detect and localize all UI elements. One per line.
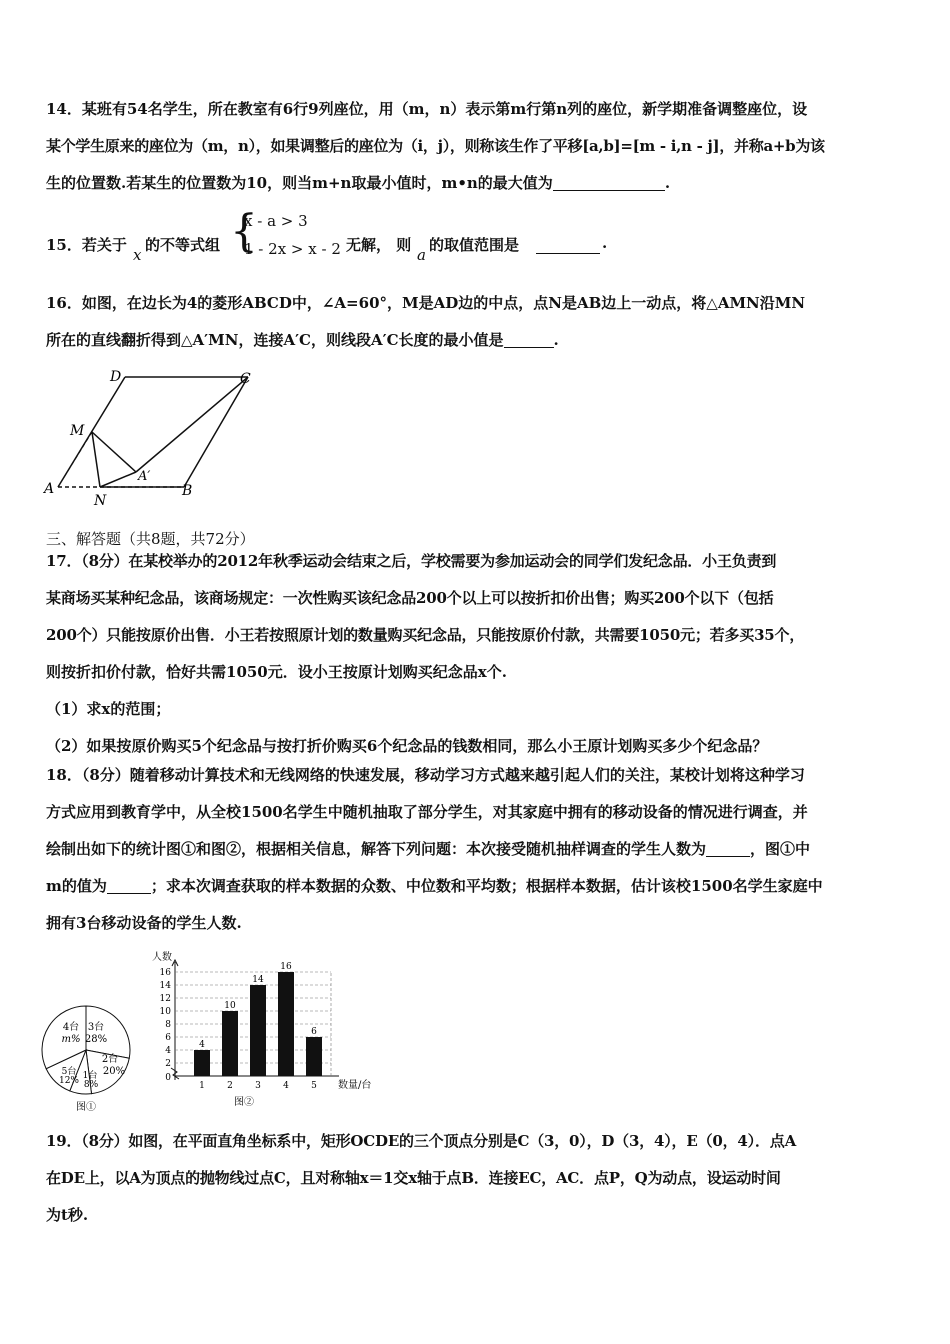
pie-label-5: 5台 (61, 1067, 77, 1077)
q15-middle: 的不等式组 (145, 236, 221, 254)
q18-line-4 (46, 868, 908, 905)
question-18 (46, 757, 908, 942)
question-19 (46, 1123, 908, 1234)
q16-line-2-text: 所在的直线翻折得到△A′MN，连接A′C，则线段A′C长度的最小值是 (46, 331, 504, 349)
y-tick-label: 8 (165, 1020, 171, 1030)
bar-value-label: 16 (280, 962, 292, 972)
q17-line-4: 则按折扣价付款，恰好共需1050元．设小王按原计划购买纪念品x个. (46, 663, 507, 681)
label-A: A (44, 481, 55, 497)
y-tick-label: 10 (159, 1007, 171, 1017)
answer-blank[interactable] (553, 172, 665, 191)
q15-end: . (602, 234, 608, 252)
bar-1 (194, 1050, 210, 1076)
bar-y-axis-label: 人数 (152, 952, 172, 963)
left-brace-icon: { (230, 206, 258, 257)
label-B: B (182, 483, 193, 499)
q14-line-1: 14．某班有54名学生，所在教室有6行9列座位，用（m，n）表示第m行第n列的座位，新学期准备调整座位，设 (46, 100, 808, 118)
x-tick-label: 1 (199, 1081, 205, 1091)
edge-A-prime-C (136, 377, 248, 472)
bar-x-axis-label: 数量/台 (338, 1080, 372, 1091)
q14-line-2: 某个学生原来的座位为（m，n），如果调整后的座位为（i，j），则称该生作了平移[a,b]=[m - i,n - j]，并称a+b为该 (46, 137, 825, 155)
q18-line-3 (46, 831, 908, 868)
pie-value-2: 20% (102, 1066, 126, 1077)
question-16 (46, 285, 908, 359)
y-tick-label: 16 (159, 968, 171, 978)
y-tick-label: 2 (165, 1059, 171, 1069)
label-A-prime: A′ (138, 469, 151, 484)
q15-ineq-1: x - a > 3 (244, 212, 308, 230)
q15-suffix-1: 无解， 则 (346, 236, 412, 254)
q19-line-1: 19．（8分）如图，在平面直角坐标系中，矩形OCDE的三个顶点分别是C（3，0），D（3，4），E（0，4）．点A (46, 1132, 797, 1150)
edge-CB (184, 377, 248, 487)
answer-blank[interactable] (107, 875, 151, 894)
q17-line-3: 200个）只能按原价出售．小王若按照原计划的数量购买纪念品，只能按原价付款，共需要1050元；若多买35个， (46, 626, 805, 644)
q17-sub-1: （1）求x的范围； (46, 700, 171, 718)
q18-line-2: 方式应用到教育学中，从全校1500名学生中随机抽取了部分学生，对其家庭中拥有的移动设备的情况进行调查，并 (46, 803, 808, 821)
bar-2 (222, 1011, 238, 1076)
edge-MA-prime (92, 432, 136, 472)
bar-5 (306, 1037, 322, 1076)
question-17 (46, 543, 908, 765)
bar-4 (278, 972, 294, 1076)
bar-value-label: 4 (199, 1040, 205, 1050)
q18-line-4b: ；求本次调查获取的样本数据的众数、中位数和平均数；根据样本数据，估计该校1500名学生家庭中 (150, 877, 823, 895)
edge-MN (92, 432, 100, 487)
edge-NA-prime (100, 472, 136, 487)
pie-value-5: 12% (58, 1076, 80, 1086)
pie-caption: 图① (76, 1102, 96, 1113)
answer-blank[interactable] (706, 838, 750, 857)
q16-line-2 (46, 322, 908, 359)
section-heading: 三、解答题（共8题，共72分） (46, 530, 255, 548)
pie-value-4: m% (61, 1034, 81, 1045)
q18-line-3b: ，图①中 (750, 840, 811, 858)
pie-value-3: 28% (84, 1034, 108, 1045)
bar-x-ticks (199, 1081, 317, 1091)
pie-value-1: 8% (83, 1080, 99, 1090)
q15-var-x: x (133, 246, 142, 264)
q15-prefix: 15．若关于 (46, 236, 127, 254)
q17-line-2: 某商场买某种纪念品，该商场规定：一次性购买该纪念品200个以上可以按折扣价出售；购买200个以下（包括 (46, 589, 774, 607)
x-tick-label: 3 (255, 1081, 261, 1091)
q17-line-1: 17．（8分）在某校举办的2012年秋季运动会结束之后，学校需要为参加运动会的同学们发纪念品．小王负责到 (46, 552, 777, 570)
bar-chart (150, 948, 390, 1113)
bar-value-label: 10 (224, 1001, 236, 1011)
q18-line-4a: m的值为 (46, 877, 107, 895)
q15-suffix-2: 的取值范围是 (429, 236, 520, 254)
label-N: N (94, 493, 107, 509)
q18-line-3-text: 绘制出如下的统计图①和图②，根据相关信息，解答下列问题：本次接受随机抽样调查的学生人数为 (46, 840, 707, 858)
pie-label-4: 4台 (62, 1022, 80, 1033)
y-tick-label: 14 (159, 981, 171, 991)
q15-var-a: a (417, 246, 426, 264)
label-C: C (240, 371, 251, 387)
y-tick-label: 6 (165, 1033, 171, 1043)
q14-end: . (664, 174, 671, 192)
bar-y-ticks (160, 968, 172, 1083)
x-tick-label: 4 (283, 1081, 289, 1091)
q14-line-3-text: 生的位置数.若某生的位置数为10，则当m+n取最小值时，m•n的最大值为 (46, 174, 553, 192)
q16-line-1: 16．如图，在边长为4的菱形ABCD中，∠A=60°，M是AD边的中点，点N是AB边上一动点，将△AMN沿MN (46, 294, 806, 312)
pie-label-3: 3台 (87, 1022, 105, 1033)
y-tick-label: 12 (159, 994, 171, 1004)
answer-blank[interactable] (504, 329, 554, 348)
q19-line-3: 为t秒. (46, 1206, 89, 1224)
x-tick-label: 5 (311, 1081, 317, 1091)
q14-line-3 (46, 165, 908, 202)
x-tick-label: 2 (227, 1081, 233, 1091)
bar-value-label: 14 (252, 975, 264, 985)
q17-sub-2: （2）如果按原价购买5个纪念品与按打折价购买6个纪念品的钱数相同，那么小王原计划购买多少个纪念品？ (46, 737, 768, 755)
answer-blank[interactable] (536, 235, 600, 254)
y-tick-label: 0 (165, 1073, 171, 1083)
bar-value-label: 6 (311, 1027, 317, 1037)
q19-line-2: 在DE上，以A为顶点的抛物线过点C，且对称轴x＝1交x轴于点B．连接EC，AC．点P，Q为动点，设运动时间 (46, 1169, 781, 1187)
rhombus-figure (40, 362, 270, 512)
bar-3 (250, 985, 266, 1076)
pie-chart (38, 998, 158, 1113)
q15-ineq-2: 1 - 2x > x - 2 (244, 240, 341, 258)
q18-line-1: 18．（8分）随着移动计算技术和无线网络的快速发展，移动学习方式越来越引起人们的关注，某校计划将这种学习 (46, 766, 805, 784)
q16-end: . (553, 331, 559, 349)
pie-label-2: 2台 (101, 1054, 119, 1065)
label-M: M (70, 423, 85, 439)
y-tick-label: 4 (165, 1046, 171, 1056)
q18-line-5: 拥有3台移动设备的学生人数. (46, 914, 242, 932)
question-14 (46, 91, 908, 202)
label-D: D (110, 369, 122, 385)
pie-label-1: 1台 (82, 1071, 98, 1081)
bar-caption: 图② (234, 1097, 254, 1108)
